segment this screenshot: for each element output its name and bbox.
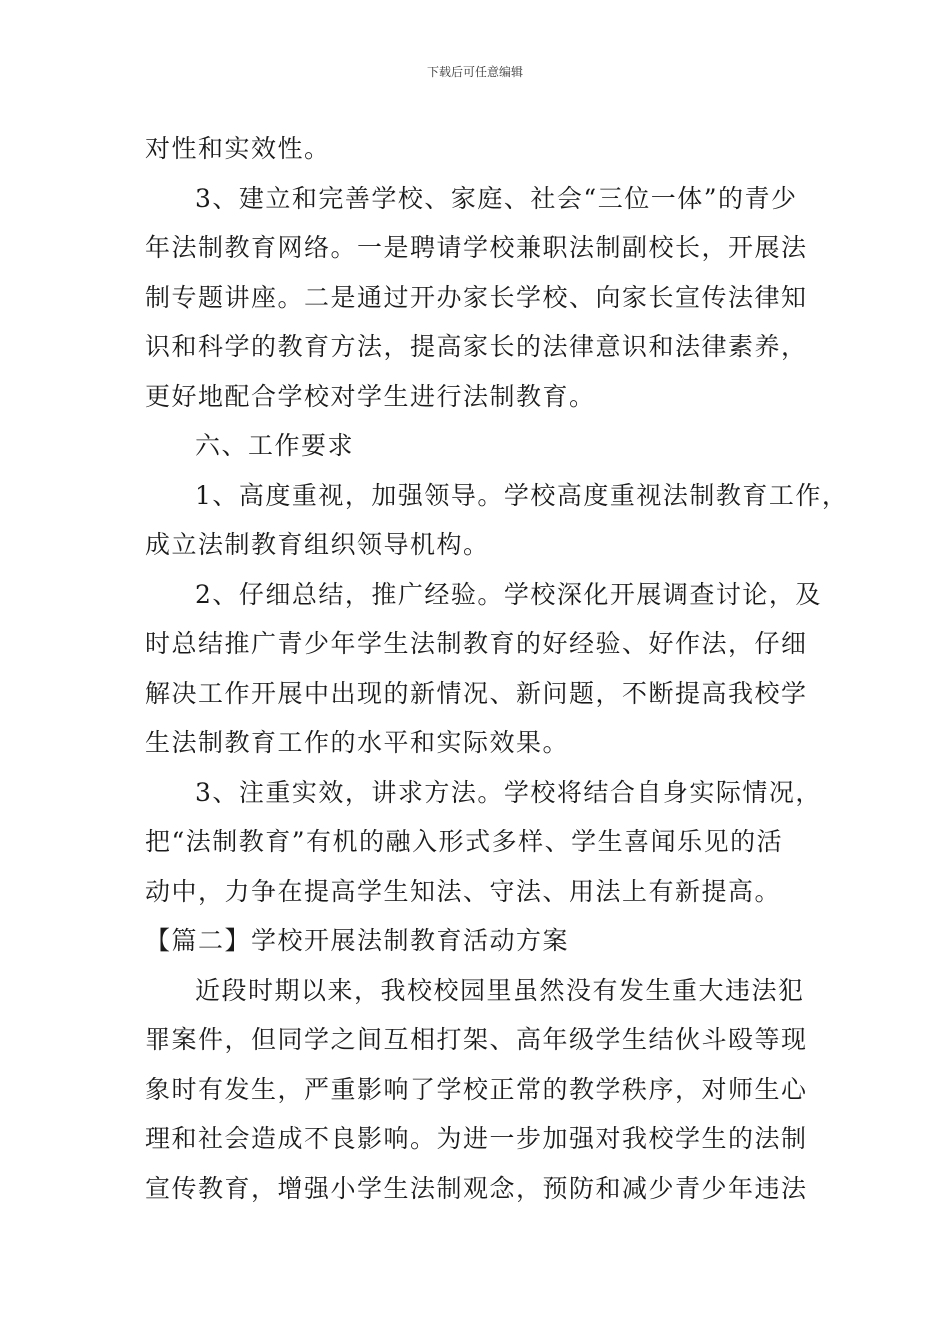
text-line-4: 制专题讲座。二是通过开办家长学校、向家长宣传法律知	[145, 282, 808, 312]
text-line-14: 3、注重实效，讲求方法。学校将结合自身实际情况，	[195, 777, 822, 807]
text-line-3: 年法制教育网络。一是聘请学校兼职法制副校长，开展法	[145, 233, 808, 262]
text-line-22: 宣传教育，增强小学生法制观念，预防和减少青少年违法	[145, 1173, 808, 1203]
text-line-12: 解决工作开展中出现的新情况、新问题，不断提高我校学	[145, 678, 808, 708]
document-body	[145, 124, 849, 1213]
text-line-16: 动中，力争在提高学生知法、守法、用法上有新提高。	[145, 876, 782, 906]
text-line-5: 识和科学的教育方法，提高家长的法律意识和法律素养，	[145, 332, 808, 361]
text-line-21: 理和社会造成不良影响。为进一步加强对我校学生的法制	[145, 1124, 808, 1153]
text-line-6: 更好地配合学校对学生进行法制教育。	[145, 381, 596, 411]
section-heading-work-requirements: 六、工作要求	[195, 431, 355, 460]
text-line-11: 时总结推广青少年学生法制教育的好经验、好作法，仔细	[145, 629, 808, 658]
section-title-part-two: 【篇二】学校开展法制教育活动方案	[145, 926, 570, 955]
text-line-2: 3、建立和完善学校、家庭、社会“三位一体”的青少	[195, 183, 798, 213]
text-line-19: 罪案件，但同学之间互相打架、高年级学生结伙斗殴等现	[145, 1025, 808, 1054]
text-line-9: 成立法制教育组织领导机构。	[145, 530, 490, 559]
text-line-8: 1、高度重视，加强领导。学校高度重视法制教育工作，	[195, 480, 849, 510]
text-line-1: 对性和实效性。	[145, 134, 331, 163]
text-line-15: 把“法制教育”有机的融入形式多样、学生喜闻乐见的活	[145, 827, 784, 856]
text-line-13: 生法制教育工作的水平和实际效果。	[145, 728, 570, 757]
text-line-18: 近段时期以来，我校校园里虽然没有发生重大违法犯	[195, 975, 805, 1005]
text-line-20: 象时有发生，严重影响了学校正常的教学秩序，对师生心	[145, 1074, 808, 1104]
page-header: 下载后可任意编辑	[426, 65, 523, 79]
text-line-10: 2、仔细总结，推广经验。学校深化开展调查讨论，及	[195, 579, 822, 609]
